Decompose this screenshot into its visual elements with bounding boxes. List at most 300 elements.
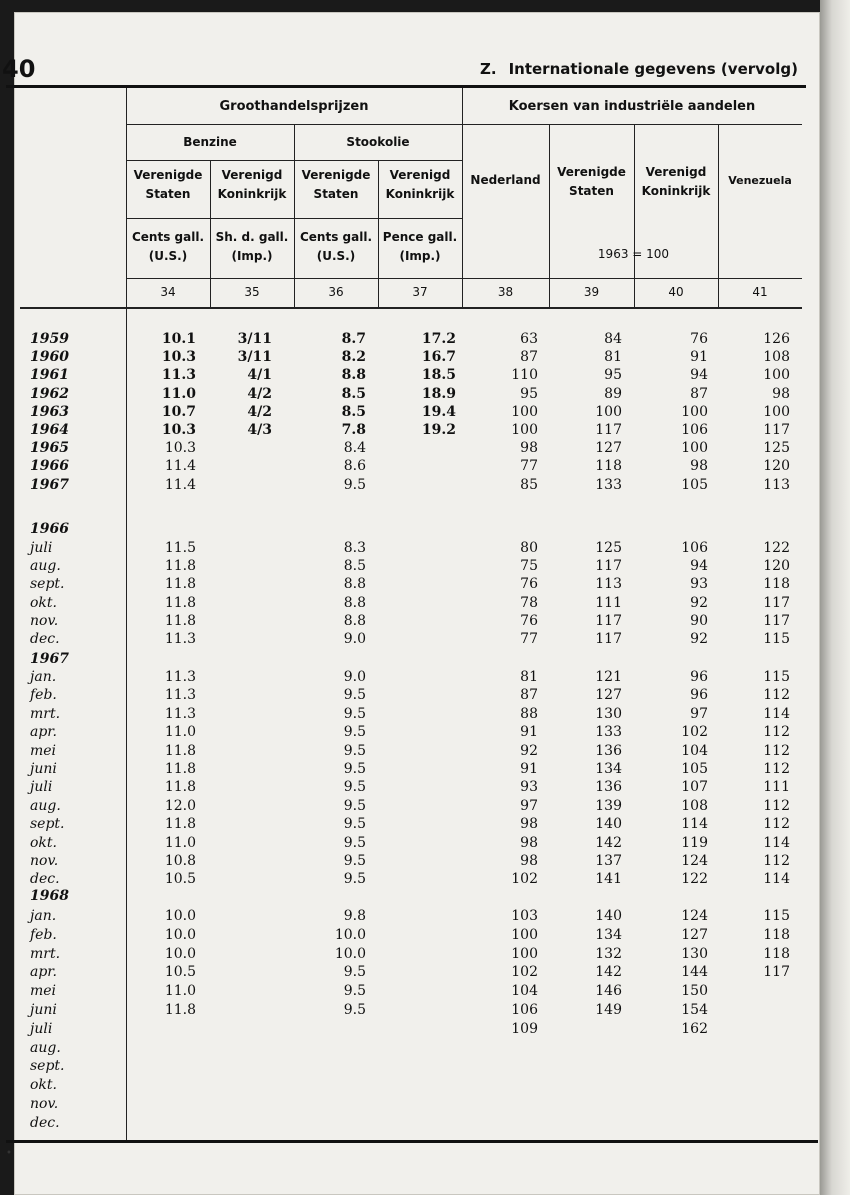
- column-unit-37: Pence gall.: [382, 230, 458, 244]
- table-cell-col39: 146: [595, 983, 622, 1000]
- table-cell-col41: 100: [763, 403, 790, 420]
- table-cell-col38: 98: [520, 816, 538, 833]
- table-cell-col34: 11.8: [164, 576, 196, 593]
- group-underline: [126, 124, 802, 125]
- column-unit-35: (Imp.): [231, 249, 273, 263]
- table-cell-col39: 127: [595, 440, 622, 457]
- table-cell-col39: 113: [595, 576, 622, 593]
- table-cell-col39: 139: [595, 797, 622, 814]
- table-cell-col41: 117: [763, 594, 790, 611]
- row-label: aug.: [30, 797, 61, 814]
- table-cell-col40: 94: [690, 367, 708, 384]
- table-cell-col38: 91: [520, 724, 538, 741]
- table-cell-col34: 11.3: [164, 705, 196, 722]
- table-cell-col40: 144: [681, 964, 708, 981]
- table-cell-col34: 11.0: [164, 834, 196, 851]
- table-cell-col41: 114: [763, 834, 790, 851]
- table-cell-col40: 100: [681, 403, 708, 420]
- section-letter: Z.: [480, 60, 497, 78]
- table-cell-col38: 102: [511, 964, 538, 981]
- table-cell-col34: 11.8: [164, 594, 196, 611]
- table-cell-col41: 111: [763, 779, 790, 796]
- row-label: sept.: [30, 1058, 65, 1075]
- table-cell-col39: 117: [595, 558, 622, 575]
- table-cell-col40: 106: [681, 422, 708, 438]
- table-cell-col40: 124: [681, 908, 708, 924]
- table-cell-col39: 134: [595, 761, 622, 777]
- row-label: apr.: [30, 964, 57, 981]
- table-cell-col36: 8.5: [343, 558, 366, 575]
- table-cell-col38: 75: [520, 558, 538, 575]
- column-unit-35: Sh. d. gall.: [215, 230, 289, 244]
- table-cell-col41: 112: [763, 761, 790, 777]
- table-cell-col36: 9.5: [343, 476, 366, 493]
- period-heading: 1967: [30, 651, 69, 667]
- table-cell-col38: 80: [520, 540, 538, 556]
- table-cell-col40: 102: [681, 724, 708, 741]
- table-cell-col41: 117: [763, 422, 790, 438]
- table-cell-col36: 8.5: [341, 385, 366, 402]
- table-cell-col38: 97: [520, 797, 538, 814]
- table-cell-col39: 133: [595, 724, 622, 741]
- row-label: dec.: [30, 631, 60, 647]
- row-label: okt.: [30, 1077, 57, 1094]
- table-cell-col39: 142: [595, 834, 622, 851]
- column-number-37: 37: [412, 285, 428, 299]
- row-label: juli: [30, 540, 53, 556]
- table-cell-col34: 11.3: [164, 669, 196, 685]
- col-divider-39: [549, 124, 550, 308]
- table-cell-col38: 109: [511, 1020, 538, 1037]
- table-cell-col34: 11.8: [164, 816, 196, 833]
- table-cell-col38: 100: [511, 945, 538, 962]
- table-cell-col41: 112: [763, 797, 790, 814]
- table-cell-col41: 112: [763, 742, 790, 759]
- row-label: 1959: [30, 331, 69, 347]
- table-cell-col41: 118: [763, 576, 790, 593]
- column-country-35: Verenigd: [221, 168, 283, 182]
- table-cell-col40: 97: [690, 705, 708, 722]
- table-cell-col39: 130: [595, 705, 622, 722]
- row-label: 1960: [30, 349, 69, 366]
- column-country-39: Staten: [569, 184, 614, 198]
- row-label: apr.: [30, 724, 57, 741]
- table-cell-col41: 125: [763, 440, 790, 457]
- col-divider-41: [718, 124, 719, 308]
- table-cell-col39: 125: [595, 540, 622, 556]
- row-label: juli: [30, 779, 53, 796]
- table-cell-col39: 100: [595, 403, 622, 420]
- table-cell-col40: 98: [690, 458, 708, 475]
- table-cell-col36: 9.5: [343, 779, 366, 796]
- table-cell-col41: 118: [763, 926, 790, 943]
- table-cell-col41: 112: [763, 816, 790, 833]
- table-cell-col37: 18.9: [421, 385, 456, 402]
- column-number-36: 36: [328, 285, 344, 299]
- table-cell-col34: 11.8: [164, 558, 196, 575]
- table-cell-col34: 10.0: [164, 945, 196, 962]
- table-cell-col40: 105: [681, 476, 708, 493]
- table-cell-col38: 102: [511, 871, 538, 888]
- table-cell-col36: 9.5: [343, 761, 366, 777]
- table-cell-col34: 10.3: [164, 440, 196, 457]
- column-unit-36: Cents gall.: [299, 230, 373, 244]
- table-cell-col39: 118: [595, 458, 622, 475]
- table-cell-col41: 100: [763, 367, 790, 384]
- table-cell-col40: 94: [690, 558, 708, 575]
- table-cell-col34: 10.7: [161, 403, 196, 420]
- row-label: jan.: [30, 669, 57, 685]
- table-cell-col39: 149: [595, 1002, 622, 1018]
- row-label: feb.: [30, 926, 57, 943]
- table-cell-col38: 104: [511, 983, 538, 1000]
- table-cell-col36: 8.3: [343, 540, 366, 556]
- subgroup-benzine: Benzine: [183, 135, 237, 149]
- table-cell-col36: 7.8: [341, 422, 366, 438]
- table-cell-col36: 8.2: [341, 349, 366, 366]
- table-cell-col36: 9.5: [343, 964, 366, 981]
- table-cell-col35: 3/11: [237, 331, 272, 347]
- table-cell-col41: 112: [763, 687, 790, 704]
- table-cell-col38: 100: [511, 403, 538, 420]
- column-unit-36: (U.S.): [316, 249, 356, 263]
- table-cell-col35: 3/11: [237, 349, 272, 366]
- table-cell-col40: 93: [690, 576, 708, 593]
- table-cell-col38: 77: [520, 458, 538, 475]
- table-cell-col38: 76: [520, 612, 538, 629]
- table-cell-col35: 4/2: [247, 385, 272, 402]
- table-cell-col40: 92: [690, 631, 708, 647]
- column-country-41: Venezuela: [728, 174, 792, 187]
- column-country-35: Koninkrijk: [217, 187, 287, 201]
- row-label: nov.: [30, 1096, 59, 1112]
- table-cell-col34: 10.1: [161, 331, 196, 347]
- column-number-39: 39: [583, 285, 600, 299]
- table-cell-col38: 93: [520, 779, 538, 796]
- column-unit-34: Cents gall.: [131, 230, 205, 244]
- table-cell-col34: 11.8: [164, 742, 196, 759]
- row-label: 1961: [30, 367, 69, 384]
- table-cell-col36: 9.5: [343, 1002, 366, 1018]
- table-cell-col41: 113: [763, 476, 790, 493]
- table-cell-col34: 11.3: [164, 631, 196, 647]
- table-cell-col39: 111: [595, 594, 622, 611]
- table-cell-col34: 11.3: [161, 367, 196, 384]
- table-cell-col39: 137: [595, 853, 622, 869]
- row-label: aug.: [30, 558, 61, 575]
- table-cell-col39: 89: [604, 385, 622, 402]
- table-cell-col39: 117: [595, 631, 622, 647]
- row-label: sept.: [30, 816, 65, 833]
- table-cell-col40: 87: [690, 385, 708, 402]
- table-cell-col34: 11.3: [164, 687, 196, 704]
- table-cell-col36: 10.0: [334, 926, 366, 943]
- row-label: 1964: [30, 422, 69, 438]
- table-cell-col36: 9.0: [343, 631, 366, 647]
- table-cell-col39: 121: [595, 669, 622, 685]
- table-cell-col38: 92: [520, 742, 538, 759]
- table-cell-col34: 12.0: [164, 797, 196, 814]
- column-country-38: Nederland: [470, 173, 541, 187]
- row-label: jan.: [30, 908, 57, 924]
- table-cell-col37: 17.2: [421, 331, 456, 347]
- subgroup-divider: [294, 124, 295, 308]
- table-cell-col40: 106: [681, 540, 708, 556]
- row-label: 1965: [30, 440, 69, 457]
- group-divider: [462, 88, 463, 308]
- table-cell-col38: 103: [511, 908, 538, 924]
- row-label: mrt.: [30, 705, 61, 722]
- table-cell-col37: 18.5: [421, 367, 456, 384]
- row-label: dec.: [30, 871, 60, 888]
- row-label: aug.: [30, 1039, 61, 1056]
- table-cell-col41: 114: [763, 871, 790, 888]
- table-cell-col40: 124: [681, 853, 708, 869]
- table-cell-col39: 141: [595, 871, 622, 888]
- table-cell-col40: 96: [690, 669, 708, 685]
- table-cell-col36: 9.5: [343, 742, 366, 759]
- table-cell-col40: 107: [681, 779, 708, 796]
- table-cell-col40: 104: [681, 742, 708, 759]
- table-cell-col37: 19.4: [421, 403, 456, 420]
- table-cell-col36: 9.5: [343, 871, 366, 888]
- table-cell-col39: 140: [595, 816, 622, 833]
- page-number: 40: [2, 55, 36, 83]
- row-label: mrt.: [30, 945, 61, 962]
- table-cell-col37: 16.7: [421, 349, 456, 366]
- column-country-37: Koninkrijk: [385, 187, 455, 201]
- table-cell-col36: 9.5: [343, 724, 366, 741]
- column-number-34: 34: [160, 285, 176, 299]
- column-country-39: Verenigde: [557, 165, 626, 179]
- table-cell-col40: 92: [690, 594, 708, 611]
- column-country-36: Staten: [313, 187, 359, 201]
- row-label: juni: [30, 1002, 57, 1018]
- margin-mark: •: [6, 1148, 12, 1159]
- group-header-prices: Groothandelsprijzen: [219, 99, 369, 114]
- table-cell-col38: 63: [520, 331, 538, 347]
- table-cell-col38: 106: [511, 1002, 538, 1018]
- row-label: okt.: [30, 834, 57, 851]
- table-cell-col36: 9.0: [343, 669, 366, 685]
- section-title: Internationale gegevens (vervolg): [508, 60, 798, 78]
- table-cell-col38: 78: [520, 594, 538, 611]
- table-cell-col40: 154: [681, 1002, 708, 1018]
- table-cell-col41: 98: [772, 385, 790, 402]
- table-cell-col39: 117: [595, 612, 622, 629]
- table-cell-col37: 19.2: [421, 422, 456, 438]
- table-cell-col35: 4/3: [247, 422, 272, 438]
- table-cell-col38: 87: [520, 687, 538, 704]
- table-cell-col36: 8.8: [343, 594, 366, 611]
- table-cell-col36: 9.5: [343, 797, 366, 814]
- unit-underline: [126, 278, 802, 279]
- table-cell-col41: 115: [763, 669, 790, 685]
- table-cell-col38: 110: [511, 367, 538, 384]
- column-number-38: 38: [497, 285, 514, 299]
- table-cell-col36: 9.5: [343, 983, 366, 1000]
- row-label: 1962: [30, 385, 69, 402]
- table-cell-col35: 4/1: [247, 367, 272, 384]
- table-cell-col34: 10.3: [161, 422, 196, 438]
- table-cell-col38: 98: [520, 853, 538, 869]
- table-cell-col34: 11.5: [164, 540, 196, 556]
- table-cell-col41: 122: [763, 540, 790, 556]
- table-cell-col34: 10.3: [161, 349, 196, 366]
- table-cell-col34: 10.5: [164, 871, 196, 888]
- table-cell-col40: 127: [681, 926, 708, 943]
- table-cell-col34: 10.5: [164, 964, 196, 981]
- table-cell-col34: 11.8: [164, 761, 196, 777]
- column-unit-37: (Imp.): [399, 249, 441, 263]
- table-cell-col38: 91: [520, 761, 538, 777]
- table-cell-col41: 115: [763, 631, 790, 647]
- group-header-shares: Koersen van industriële aandelen: [508, 99, 756, 114]
- table-cell-col40: 130: [681, 945, 708, 962]
- row-label: dec.: [30, 1114, 60, 1131]
- country-underline: [126, 218, 462, 219]
- table-cell-col40: 122: [681, 871, 708, 888]
- table-cell-col38: 100: [511, 926, 538, 943]
- table-cell-col34: 10.8: [164, 853, 196, 869]
- table-cell-col34: 11.8: [164, 779, 196, 796]
- table-cell-col41: 112: [763, 724, 790, 741]
- table-cell-col34: 10.0: [164, 908, 196, 924]
- table-cell-col41: 112: [763, 853, 790, 869]
- column-number-40: 40: [668, 285, 684, 299]
- row-label: juni: [30, 761, 57, 777]
- table-cell-col40: 119: [681, 834, 708, 851]
- table-cell-col38: 81: [520, 669, 538, 685]
- row-label: nov.: [30, 853, 59, 869]
- table-cell-col36: 9.5: [343, 687, 366, 704]
- table-cell-col41: 120: [763, 458, 790, 475]
- table-cell-col41: 117: [763, 612, 790, 629]
- column-country-34: Verenigde: [133, 168, 203, 182]
- table-cell-col40: 100: [681, 440, 708, 457]
- period-heading: 1966: [30, 521, 69, 537]
- row-label: okt.: [30, 594, 57, 611]
- table-cell-col40: 150: [681, 983, 708, 1000]
- table-cell-col38: 76: [520, 576, 538, 593]
- table-cell-col35: 4/2: [247, 403, 272, 420]
- table-cell-col38: 77: [520, 631, 538, 647]
- table-cell-col36: 9.8: [343, 908, 366, 924]
- table-cell-col36: 8.5: [341, 403, 366, 420]
- table-cell-col34: 10.0: [164, 926, 196, 943]
- column-number-41: 41: [752, 285, 768, 299]
- column-country-40: Verenigd: [645, 165, 707, 179]
- row-label: sept.: [30, 576, 65, 593]
- table-cell-col39: 133: [595, 476, 622, 493]
- row-label: mei: [30, 742, 57, 759]
- table-cell-col40: 96: [690, 687, 708, 704]
- row-label: 1966: [30, 458, 69, 475]
- column-country-37: Verenigd: [389, 168, 451, 182]
- table-cell-col34: 11.4: [164, 476, 196, 493]
- table-cell-col36: 8.7: [341, 331, 366, 347]
- table-cell-col39: 142: [595, 964, 622, 981]
- table-cell-col41: 117: [763, 964, 790, 981]
- subgroup-stookolie: Stookolie: [346, 135, 410, 149]
- colnum-underline: [20, 307, 802, 309]
- table-cell-col41: 115: [763, 908, 790, 924]
- column-country-36: Verenigde: [301, 168, 371, 182]
- period-heading: 1968: [30, 888, 69, 904]
- table-cell-col40: 108: [681, 797, 708, 814]
- table-cell-col41: 126: [763, 331, 790, 347]
- column-country-34: Staten: [145, 187, 191, 201]
- table-cell-col39: 140: [595, 908, 622, 924]
- table-cell-col38: 88: [520, 705, 538, 722]
- col-divider-40: [634, 124, 635, 308]
- table-cell-col40: 90: [690, 612, 708, 629]
- table-cell-col41: 114: [763, 705, 790, 722]
- table-cell-col39: 136: [595, 742, 622, 759]
- stub-divider: [126, 88, 127, 1143]
- table-cell-col39: 132: [595, 945, 622, 962]
- table-cell-col34: 11.0: [164, 983, 196, 1000]
- row-label: nov.: [30, 612, 59, 629]
- table-cell-col36: 8.6: [343, 458, 366, 475]
- table-cell-col40: 114: [681, 816, 708, 833]
- table-cell-col38: 98: [520, 834, 538, 851]
- table-cell-col36: 9.5: [343, 705, 366, 722]
- table-cell-col36: 9.5: [343, 834, 366, 851]
- row-label: mei: [30, 983, 57, 1000]
- table-cell-col39: 117: [595, 422, 622, 438]
- bottom-rule: [6, 1140, 818, 1143]
- row-label: 1967: [30, 476, 69, 493]
- table-cell-col38: 87: [520, 349, 538, 366]
- table-cell-col38: 85: [520, 476, 538, 493]
- table-cell-col40: 76: [690, 331, 708, 347]
- table-cell-col34: 11.0: [164, 724, 196, 741]
- row-label: juli: [30, 1020, 53, 1037]
- column-country-40: Koninkrijk: [641, 184, 711, 198]
- table-cell-col39: 134: [595, 926, 622, 943]
- table-cell-col36: 8.4: [343, 440, 366, 457]
- table-cell-col34: 11.8: [164, 1002, 196, 1018]
- table-cell-col34: 11.8: [164, 612, 196, 629]
- column-unit-34: (U.S.): [148, 249, 188, 263]
- table-cell-col34: 11.0: [161, 385, 196, 402]
- table-cell-col36: 10.0: [334, 945, 366, 962]
- table-cell-col41: 108: [763, 349, 790, 366]
- table-cell-col39: 81: [604, 349, 622, 366]
- table-cell-col36: 9.5: [343, 816, 366, 833]
- table-cell-col36: 9.5: [343, 853, 366, 869]
- column-number-35: 35: [244, 285, 260, 299]
- row-label: 1963: [30, 403, 69, 420]
- page-edge: [820, 0, 850, 1195]
- table-cell-col41: 118: [763, 945, 790, 962]
- table-cell-col39: 95: [604, 367, 622, 384]
- table-cell-col36: 8.8: [343, 612, 366, 629]
- table-cell-col38: 98: [520, 440, 538, 457]
- table-cell-col40: 105: [681, 761, 708, 777]
- table-cell-col39: 136: [595, 779, 622, 796]
- table-cell-col40: 162: [681, 1020, 708, 1037]
- table-cell-col39: 127: [595, 687, 622, 704]
- page-title: [480, 60, 798, 78]
- table-cell-col41: 120: [763, 558, 790, 575]
- row-label: feb.: [30, 687, 57, 704]
- table-cell-col34: 11.4: [164, 458, 196, 475]
- table-cell-col38: 95: [520, 385, 538, 402]
- table-cell-col40: 91: [690, 349, 708, 366]
- base-note: 1963 = 100: [597, 247, 670, 261]
